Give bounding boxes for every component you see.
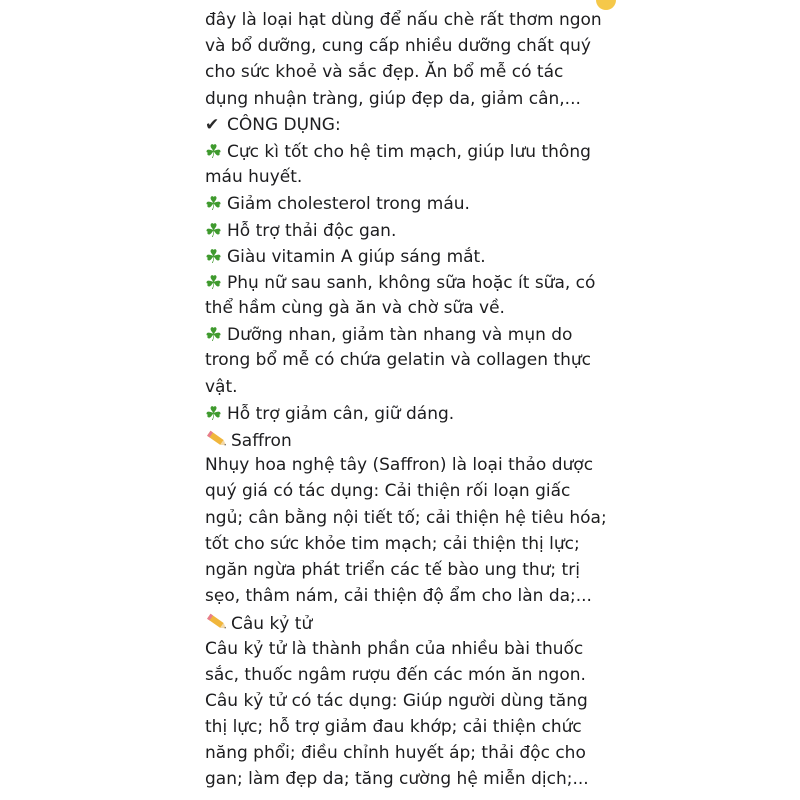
clover-icon: ☘ <box>205 324 223 347</box>
use-item <box>205 243 605 269</box>
goji-line: gan; làm đẹp da; tăng cường hệ miễn dịch;... <box>205 769 589 790</box>
use-item-text: Hỗ trợ thải độc gan. <box>227 220 397 241</box>
intro-line: cho sức khoẻ và sắc đẹp. Ăn bổ mễ có tác <box>205 62 564 83</box>
saffron-line: quý giá có tác dụng: Cải thiện rối loạn giấc <box>205 481 571 502</box>
note-text <box>205 7 605 793</box>
intro-line: và bổ dưỡng, cung cấp nhiều dưỡng chất quý <box>205 36 591 57</box>
pencil-icon <box>205 609 231 637</box>
saffron-line: tốt cho sức khỏe tim mạch; cải thiện thị lực; <box>205 533 580 554</box>
goji-heading: Câu kỷ tử <box>231 614 313 635</box>
use-item <box>205 217 605 243</box>
goji-heading-line <box>205 609 605 635</box>
use-item-continuation: trong bổ mễ có chứa gelatin và collagen thực <box>205 350 591 371</box>
use-item-continuation: máu huyết. <box>205 167 303 188</box>
goji-line: sắc, thuốc ngâm rượu đến các món ăn ngon. <box>205 664 586 685</box>
intro-line: dụng nhuận tràng, giúp đẹp da, giảm cân,... <box>205 88 581 109</box>
use-item <box>205 321 605 347</box>
saffron-line: Nhụy hoa nghệ tây (Saffron) là loại thảo dược <box>205 455 594 476</box>
saffron-heading: Saffron <box>231 431 292 451</box>
use-item <box>205 190 605 216</box>
use-item <box>205 138 605 164</box>
saffron-line: sẹo, thâm nám, cải thiện độ ẩm cho làn da;... <box>205 586 592 607</box>
use-item-text: Cực kì tốt cho hệ tim mạch, giúp lưu thông <box>227 141 591 162</box>
uses-heading-line <box>205 112 605 138</box>
clover-icon: ☘ <box>205 271 223 294</box>
uses-heading: CÔNG DỤNG: <box>227 114 341 135</box>
clover-icon: ☘ <box>205 193 223 216</box>
check-mark-icon: ✔ <box>205 114 220 135</box>
goji-line: năng phổi; điều chỉnh huyết áp; thải độc cho <box>205 743 586 764</box>
use-item-text: Giàu vitamin A giúp sáng mắt. <box>227 246 486 267</box>
clover-icon: ☘ <box>205 140 223 163</box>
saffron-heading-line <box>205 426 605 452</box>
clover-icon: ☘ <box>205 402 223 425</box>
use-item-text: Giảm cholesterol trong máu. <box>227 194 470 215</box>
goji-line: thị lực; hỗ trợ giảm đau khớp; cải thiện chức <box>205 717 582 738</box>
goji-line: Câu kỷ tử có tác dụng: Giúp người dùng tăng <box>205 690 588 711</box>
clover-icon: ☘ <box>205 219 223 242</box>
use-item <box>205 400 605 426</box>
use-item-continuation: thể hầm cùng gà ăn và chờ sữa về. <box>205 298 505 319</box>
intro-line: đây là loại hạt dùng để nấu chè rất thơm ngon <box>205 10 602 30</box>
use-item-text: Phụ nữ sau sanh, không sữa hoặc ít sữa, có <box>227 272 596 293</box>
saffron-line: ngăn ngừa phát triển các tế bào ung thư; trị <box>205 559 580 580</box>
clover-icon: ☘ <box>205 245 223 268</box>
pencil-icon <box>205 426 231 454</box>
use-item-text: Dưỡng nhan, giảm tàn nhang và mụn do <box>227 325 573 346</box>
goji-line: Câu kỷ tử là thành phần của nhiều bài thuốc <box>205 638 584 659</box>
saffron-line: ngủ; cân bằng nội tiết tố; cải thiện hệ tiêu hóa; <box>205 507 607 528</box>
use-item <box>205 269 605 295</box>
use-item-continuation: vật. <box>205 376 238 397</box>
use-item-text: Hỗ trợ giảm cân, giữ dáng. <box>227 403 455 424</box>
